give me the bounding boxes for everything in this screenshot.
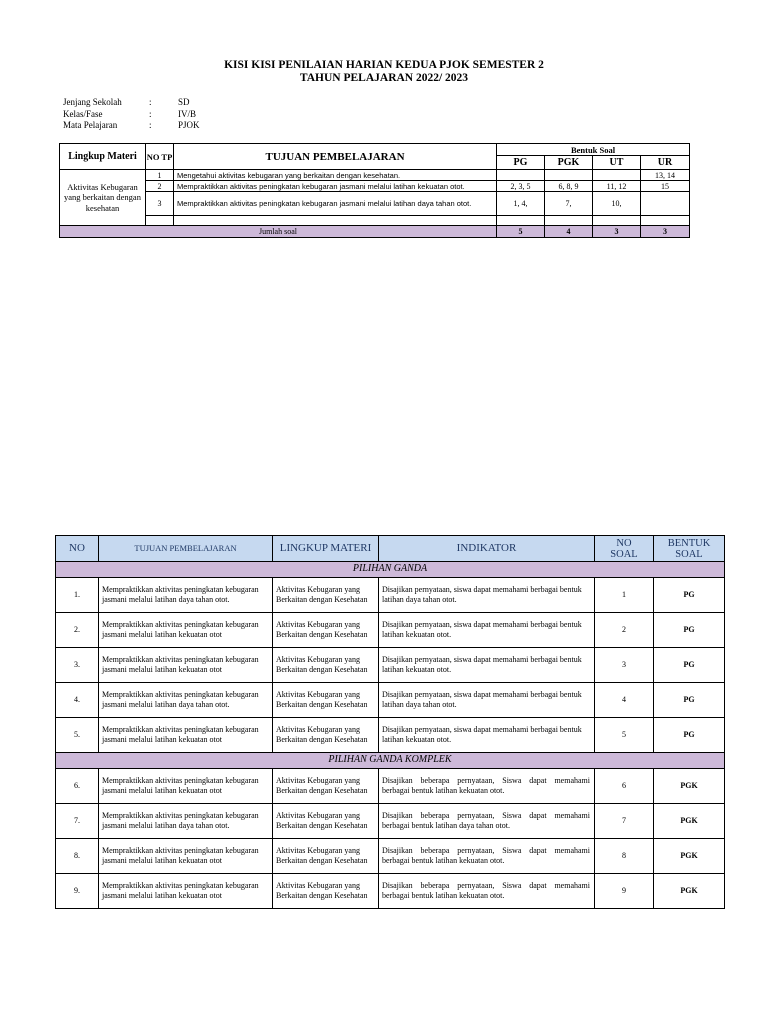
indikator-cell: Disajikan beberapa pernyataan, Siswa dapat memahami berbagai bentuk latihan kekuatan otot. <box>379 769 595 804</box>
pgk-cell <box>545 170 593 181</box>
header-lingkup-materi: Lingkup Materi <box>60 144 146 170</box>
table-row <box>56 578 725 613</box>
ut-cell <box>593 170 641 181</box>
pgk-cell: 6, 8, 9 <box>545 181 593 192</box>
tp-description: Mempraktikkan aktivitas peningkatan kebugaran jasmani melalui latihan kekuatan otot. <box>174 181 497 192</box>
pgk-cell <box>545 216 593 226</box>
row-number: 8. <box>56 839 99 874</box>
tujuan-cell: Mempraktikkan aktivitas peningkatan kebugaran jasmani melalui latihan kekuatan otot <box>99 874 273 909</box>
lingkup-cell: Aktivitas Kebugaran yang Berkaitan dengan Kesehatan <box>273 874 379 909</box>
info-value: SD <box>178 97 190 107</box>
header-tujuan-pembelajaran: TUJUAN PEMBELAJARAN <box>99 536 273 562</box>
section-pilihan-ganda-komplek-rows <box>56 769 725 909</box>
bentuk-soal-cell: PG <box>654 613 725 648</box>
lingkup-cell: Aktivitas Kebugaran yang Berkaitan dengan Kesehatan <box>273 683 379 718</box>
header-no-tp: NO TP <box>146 144 174 170</box>
info-label: Jenjang Sekolah <box>63 97 122 107</box>
no-soal-cell: 2 <box>595 613 654 648</box>
table-row <box>56 718 725 753</box>
table-row <box>56 874 725 909</box>
row-number: 9. <box>56 874 99 909</box>
tp-number <box>146 216 174 226</box>
info-label: Kelas/Fase <box>63 108 103 119</box>
lingkup-cell: Aktivitas Kebugaran yang Berkaitan dengan Kesehatan <box>273 578 379 613</box>
ur-cell: 13, 14 <box>641 170 690 181</box>
school-info <box>63 97 200 132</box>
row-number: 1. <box>56 578 99 613</box>
no-soal-cell: 8 <box>595 839 654 874</box>
header-tujuan-pembelajaran: TUJUAN PEMBELAJARAN <box>174 144 497 170</box>
tp-number: 2 <box>146 181 174 192</box>
header-ut: UT <box>593 156 641 170</box>
info-value: IV/B <box>178 108 196 119</box>
row-number: 2. <box>56 613 99 648</box>
tujuan-cell: Mempraktikkan aktivitas peningkatan kebugaran jasmani melalui latihan daya tahan otot. <box>99 804 273 839</box>
info-colon: : <box>149 120 152 130</box>
bentuk-soal-cell: PG <box>654 578 725 613</box>
info-row-mapel <box>63 120 200 132</box>
tujuan-cell: Mempraktikkan aktivitas peningkatan kebugaran jasmani melalui latihan kekuatan otot <box>99 839 273 874</box>
section-pilihan-ganda-rows <box>56 578 725 753</box>
section-title: PILIHAN GANDA KOMPLEK <box>56 753 725 769</box>
tujuan-cell: Mempraktikkan aktivitas peningkatan kebugaran jasmani melalui latihan kekuatan otot <box>99 648 273 683</box>
section-pilihan-ganda <box>56 562 725 578</box>
pg-cell: 1, 4, <box>497 192 545 216</box>
table-row <box>56 839 725 874</box>
lingkup-cell: Aktivitas Kebugaran yang Berkaitan dengan Kesehatan <box>273 718 379 753</box>
total-pg: 5 <box>497 226 545 238</box>
ur-cell: 15 <box>641 181 690 192</box>
summary-table <box>59 143 690 238</box>
section-pilihan-ganda-komplek <box>56 753 725 769</box>
ur-cell <box>641 192 690 216</box>
tujuan-cell: Mempraktikkan aktivitas peningkatan kebugaran jasmani melalui latihan kekuatan otot <box>99 769 273 804</box>
table-row <box>56 683 725 718</box>
table-row <box>56 613 725 648</box>
lingkup-cell: Aktivitas Kebugaran yang Berkaitan dengan Kesehatan <box>273 804 379 839</box>
row-number: 6. <box>56 769 99 804</box>
no-soal-cell: 9 <box>595 874 654 909</box>
indikator-cell: Disajikan pernyataan, siswa dapat memahami berbagai bentuk latihan kekuatan otot. <box>379 648 595 683</box>
indikator-cell: Disajikan beberapa pernyataan, Siswa dapat memahami berbagai bentuk latihan kekuatan otot. <box>379 839 595 874</box>
lingkup-materi-cell: Aktivitas Kebugaran yang berkaitan dengan kesehatan <box>60 170 146 226</box>
tp-description: Mengetahui aktivitas kebugaran yang berkaitan dengan kesehatan. <box>174 170 497 181</box>
info-value: PJOK <box>178 120 200 130</box>
pg-cell: 2, 3, 5 <box>497 181 545 192</box>
indikator-cell: Disajikan pernyataan, siswa dapat memahami berbagai bentuk latihan kekuatan otot. <box>379 718 595 753</box>
indikator-cell: Disajikan pernyataan, siswa dapat memahami berbagai bentuk latihan kekuatan otot. <box>379 613 595 648</box>
info-colon: : <box>149 97 152 107</box>
no-soal-cell: 3 <box>595 648 654 683</box>
header-no-soal: NO SOAL <box>595 536 654 562</box>
indikator-cell: Disajikan beberapa pernyataan, Siswa dapat memahami berbagai bentuk latihan kekuatan otot. <box>379 874 595 909</box>
header-lingkup-materi: LINGKUP MATERI <box>273 536 379 562</box>
info-colon: : <box>149 108 152 119</box>
info-label: Mata Pelajaran <box>63 120 118 130</box>
no-soal-cell: 5 <box>595 718 654 753</box>
total-ut: 3 <box>593 226 641 238</box>
row-number: 5. <box>56 718 99 753</box>
pgk-cell: 7, <box>545 192 593 216</box>
header-bentuk-soal: BENTUK SOAL <box>654 536 725 562</box>
bentuk-soal-cell: PGK <box>654 874 725 909</box>
indikator-cell: Disajikan beberapa pernyataan, Siswa dapat memahami berbagai bentuk latihan daya tahan otot. <box>379 804 595 839</box>
bentuk-soal-cell: PG <box>654 683 725 718</box>
tp-number: 1 <box>146 170 174 181</box>
no-soal-cell: 1 <box>595 578 654 613</box>
total-pgk: 4 <box>545 226 593 238</box>
table-row <box>56 804 725 839</box>
total-ur: 3 <box>641 226 690 238</box>
bentuk-soal-cell: PGK <box>654 804 725 839</box>
no-soal-cell: 4 <box>595 683 654 718</box>
detail-table <box>55 535 725 909</box>
header-indikator: INDIKATOR <box>379 536 595 562</box>
indikator-cell: Disajikan pernyataan, siswa dapat memahami berbagai bentuk latihan daya tahan otot. <box>379 578 595 613</box>
document-title-line-2: TAHUN PELAJARAN 2022/ 2023 <box>299 72 469 84</box>
lingkup-cell: Aktivitas Kebugaran yang Berkaitan dengan Kesehatan <box>273 613 379 648</box>
ur-cell <box>641 216 690 226</box>
table-row <box>56 648 725 683</box>
no-soal-cell: 7 <box>595 804 654 839</box>
tp-number: 3 <box>146 192 174 216</box>
lingkup-cell: Aktivitas Kebugaran yang Berkaitan dengan Kesehatan <box>273 839 379 874</box>
lingkup-cell: Aktivitas Kebugaran yang Berkaitan dengan Kesehatan <box>273 769 379 804</box>
header-bentuk-soal: Bentuk Soal <box>497 144 690 156</box>
lingkup-cell: Aktivitas Kebugaran yang Berkaitan dengan Kesehatan <box>273 648 379 683</box>
total-label: Jumlah soal <box>60 226 497 238</box>
indikator-cell: Disajikan pernyataan, siswa dapat memahami berbagai bentuk latihan daya tahan otot. <box>379 683 595 718</box>
bentuk-soal-cell: PGK <box>654 769 725 804</box>
tujuan-cell: Mempraktikkan aktivitas peningkatan kebugaran jasmani melalui latihan daya tahan otot. <box>99 683 273 718</box>
tp-description <box>174 216 497 226</box>
row-number: 3. <box>56 648 99 683</box>
tp-description: Mempraktikkan aktivitas peningkatan kebugaran jasmani melalui latihan daya tahan otot. <box>174 192 497 216</box>
tujuan-cell: Mempraktikkan aktivitas peningkatan kebugaran jasmani melalui latihan kekuatan otot <box>99 613 273 648</box>
tujuan-cell: Mempraktikkan aktivitas peningkatan kebugaran jasmani melalui latihan kekuatan otot <box>99 718 273 753</box>
ut-cell <box>593 216 641 226</box>
bentuk-soal-cell: PG <box>654 718 725 753</box>
ut-cell: 11, 12 <box>593 181 641 192</box>
header-pg: PG <box>497 156 545 170</box>
bentuk-soal-cell: PG <box>654 648 725 683</box>
header-pgk: PGK <box>545 156 593 170</box>
pg-cell <box>497 170 545 181</box>
tujuan-cell: Mempraktikkan aktivitas peningkatan kebugaran jasmani melalui latihan daya tahan otot. <box>99 578 273 613</box>
ut-cell: 10, <box>593 192 641 216</box>
row-number: 7. <box>56 804 99 839</box>
document-title-line-1: KISI KISI PENILAIAN HARIAN KEDUA PJOK SEMESTER 2 <box>224 59 544 71</box>
info-row-kelas <box>63 109 200 121</box>
section-title: PILIHAN GANDA <box>56 562 725 578</box>
no-soal-cell: 6 <box>595 769 654 804</box>
header-ur: UR <box>641 156 690 170</box>
row-number: 4. <box>56 683 99 718</box>
header-no: NO <box>56 536 99 562</box>
table-row <box>56 769 725 804</box>
info-row-jenjang <box>63 97 200 109</box>
pg-cell <box>497 216 545 226</box>
bentuk-soal-cell: PGK <box>654 839 725 874</box>
